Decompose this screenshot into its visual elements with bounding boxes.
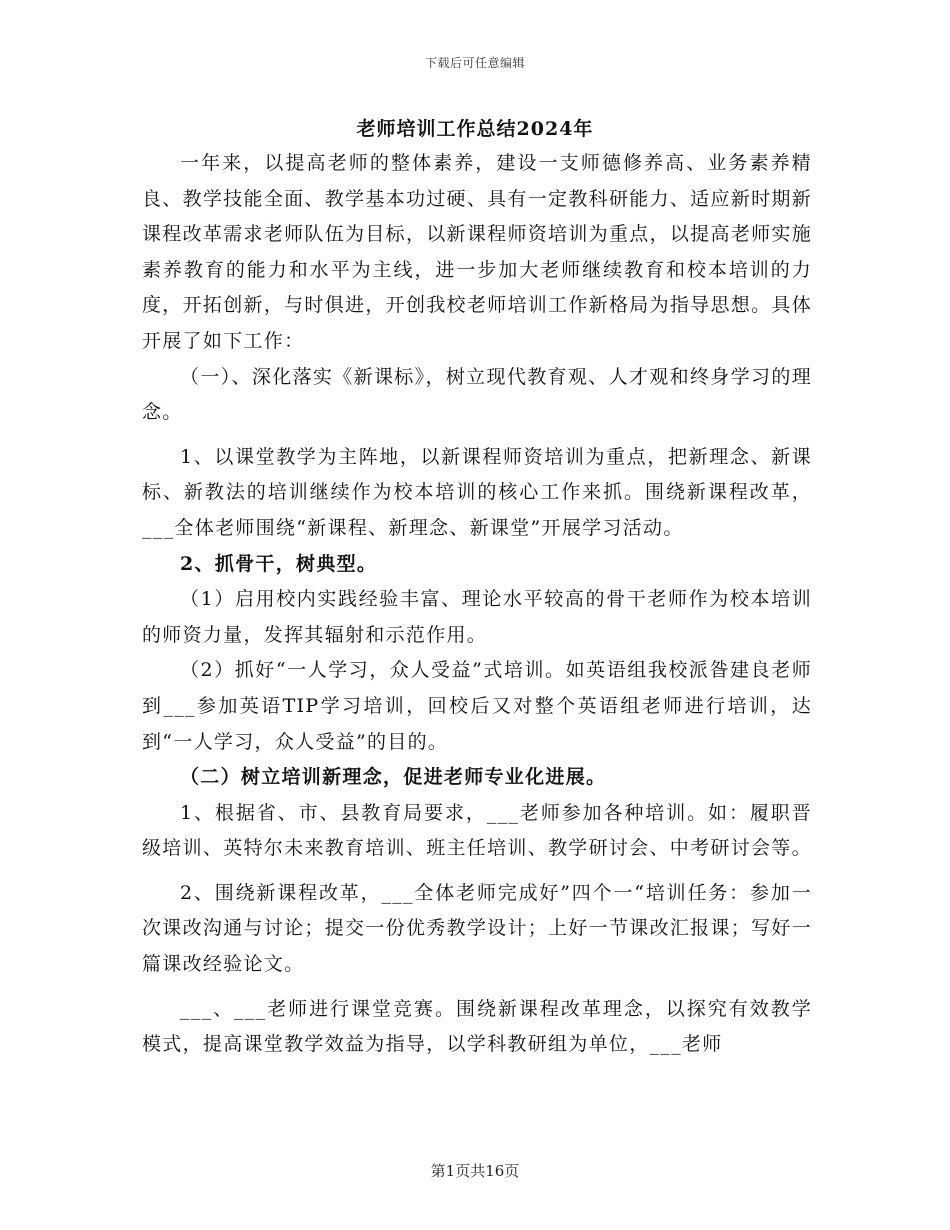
header-note: 下载后可任意编辑 (424, 56, 525, 70)
paragraph-section-1-heading: （一）、深化落实《新课标》，树立现代教育观、人才观和终身学习的理念。 (142, 365, 812, 424)
paragraph-section-2-item-2: 2、围绕新课程改革，___全体老师完成好”四个一“培训任务：参加一次课改沟通与讨论；提交一份优秀教学设计；上好一节课改汇报课；写好一篇课改经验论文。 (142, 881, 812, 976)
document-title: 老师培训工作总结2024年 (356, 118, 594, 140)
page-number: 第1页共16页 (430, 1162, 520, 1180)
paragraph-item-2-heading: 2、抓骨干，树典型。 (180, 552, 378, 575)
document-body (142, 146, 812, 1063)
paragraph-item-1: 1、以课堂教学为主阵地，以新课程师资培训为重点，把新理念、新课标、新教法的培训继续作为校本培训的核心工作来抓。围绕新课程改革，___全体老师围绕“新课程、新理念、新课堂”开展学习活动。 (142, 445, 812, 539)
paragraph-section-2-item-1: 1、根据省、市、县教育局要求，___老师参加各种培训。如：履职晋级培训、英特尔未来教育培训、班主任培训、教学研讨会、中考研讨会等。 (142, 801, 812, 860)
paragraph-subitem-2: （2）抓好“一人学习，众人受益”式培训。如英语组我校派昝建良老师到___参加英语TIP学习培训，回校后又对整个英语组老师进行培训，达到“一人学习，众人受益”的目的。 (142, 659, 812, 753)
paragraph-section-2-heading: （二）树立培训新理念，促进老师专业化进展。 (180, 766, 607, 789)
paragraph-subitem-1: （1）启用校内实践经验丰富、理论水平较高的骨干老师作为校本培训的师资力量，发挥其辐射和示范作用。 (142, 588, 812, 646)
paragraph-intro: 一年来，以提高老师的整体素养，建设一支师德修养高、业务素养精良、教学技能全面、教学基本功过硬、具有一定教科研能力、适应新时期新课程改革需求老师队伍为目标，以新课程师资培训为重点，以提高老师实施素养教育的能力和水平为主线，进一步加大老师继续教育和校本培训的力度，开拓创新，与时俱进，开创我校老师培训工作新格局为指导思想。具体开展了如下工作： (142, 152, 812, 352)
paragraph-section-2-item-3: ___、___老师进行课堂竞赛。围绕新课程改革理念，以探究有效教学模式，提高课堂教学效益为指导，以学科教研组为单位，___老师 (142, 997, 812, 1056)
